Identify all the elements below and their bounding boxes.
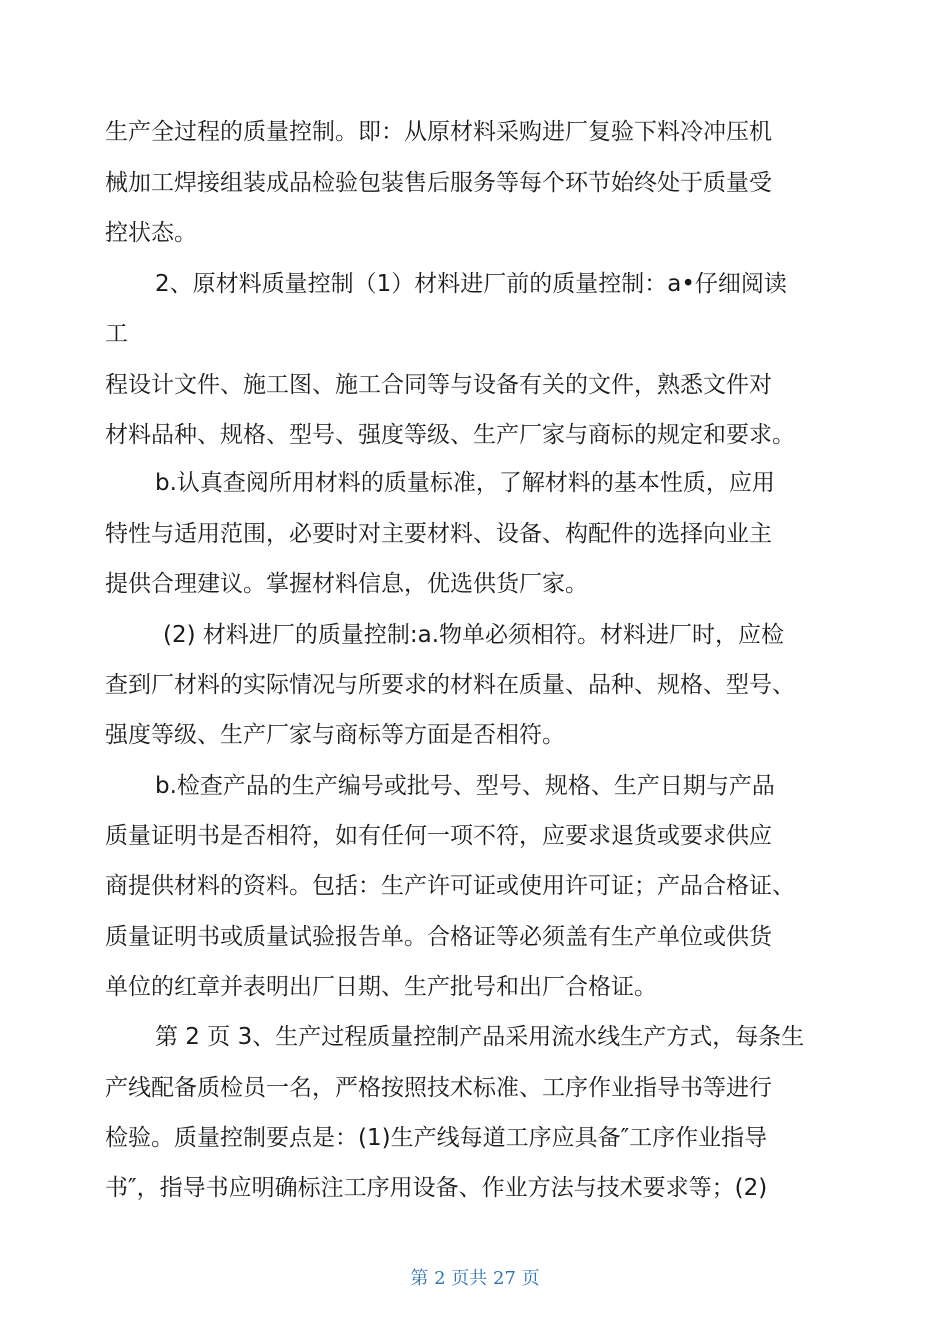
body-line: 提供合理建议。掌握材料信息，优选供货厂家。 bbox=[105, 571, 588, 597]
body-line: 特性与适用范围，必要时对主要材料、设备、构配件的选择向业主 bbox=[105, 521, 772, 547]
body-line: 质量证明书或质量试验报告单。合格证等必须盖有生产单位或供货 bbox=[105, 924, 772, 950]
body-line: b.检查产品的生产编号或批号、型号、规格、生产日期与产品 bbox=[155, 773, 775, 799]
body-line: (2) 材料进厂的质量控制:a.物单必须相符。材料进厂时，应检 bbox=[163, 622, 785, 648]
body-line: 工 bbox=[105, 321, 128, 347]
body-line: 单位的红章并表明出厂日期、生产批号和出厂合格证。 bbox=[105, 974, 657, 1000]
body-line: 械加工焊接组装成品检验包装售后服务等每个环节始终处于质量受 bbox=[105, 170, 772, 196]
body-line: 2、原材料质量控制（1）材料进厂前的质量控制：a•仔细阅读 bbox=[155, 271, 787, 297]
body-line: 查到厂材料的实际情况与所要求的材料在质量、品种、规格、型号、 bbox=[105, 672, 795, 698]
body-line: 检验。质量控制要点是：(1)生产线每道工序应具备″工序作业指导 bbox=[105, 1125, 768, 1151]
body-line: 质量证明书是否相符，如有任何一项不符，应要求退货或要求供应 bbox=[105, 823, 772, 849]
body-line: 书″，指导书应明确标注工序用设备、作业方法与技术要求等；(2) bbox=[105, 1175, 768, 1201]
body-line: 商提供材料的资料。包括：生产许可证或使用许可证；产品合格证、 bbox=[105, 873, 795, 899]
body-line: 第 2 页 3、生产过程质量控制产品采用流水线生产方式，每条生 bbox=[155, 1024, 805, 1050]
body-line: 产线配备质检员一名，严格按照技术标准、工序作业指导书等进行 bbox=[105, 1075, 772, 1101]
body-line: 强度等级、生产厂家与商标等方面是否相符。 bbox=[105, 722, 565, 748]
body-line: 控状态。 bbox=[105, 220, 197, 246]
body-line: 材料品种、规格、型号、强度等级、生产厂家与商标的规定和要求。 bbox=[105, 422, 795, 448]
body-line: 生产全过程的质量控制。即：从原材料采购进厂复验下料冷冲压机 bbox=[105, 119, 772, 145]
body-line: 程设计文件、施工图、施工合同等与设备有关的文件，熟悉文件对 bbox=[105, 372, 772, 398]
body-line: b.认真查阅所用材料的质量标准，了解材料的基本性质，应用 bbox=[155, 470, 775, 496]
page-number-footer: 第 2 页共 27 页 bbox=[410, 1268, 540, 1289]
